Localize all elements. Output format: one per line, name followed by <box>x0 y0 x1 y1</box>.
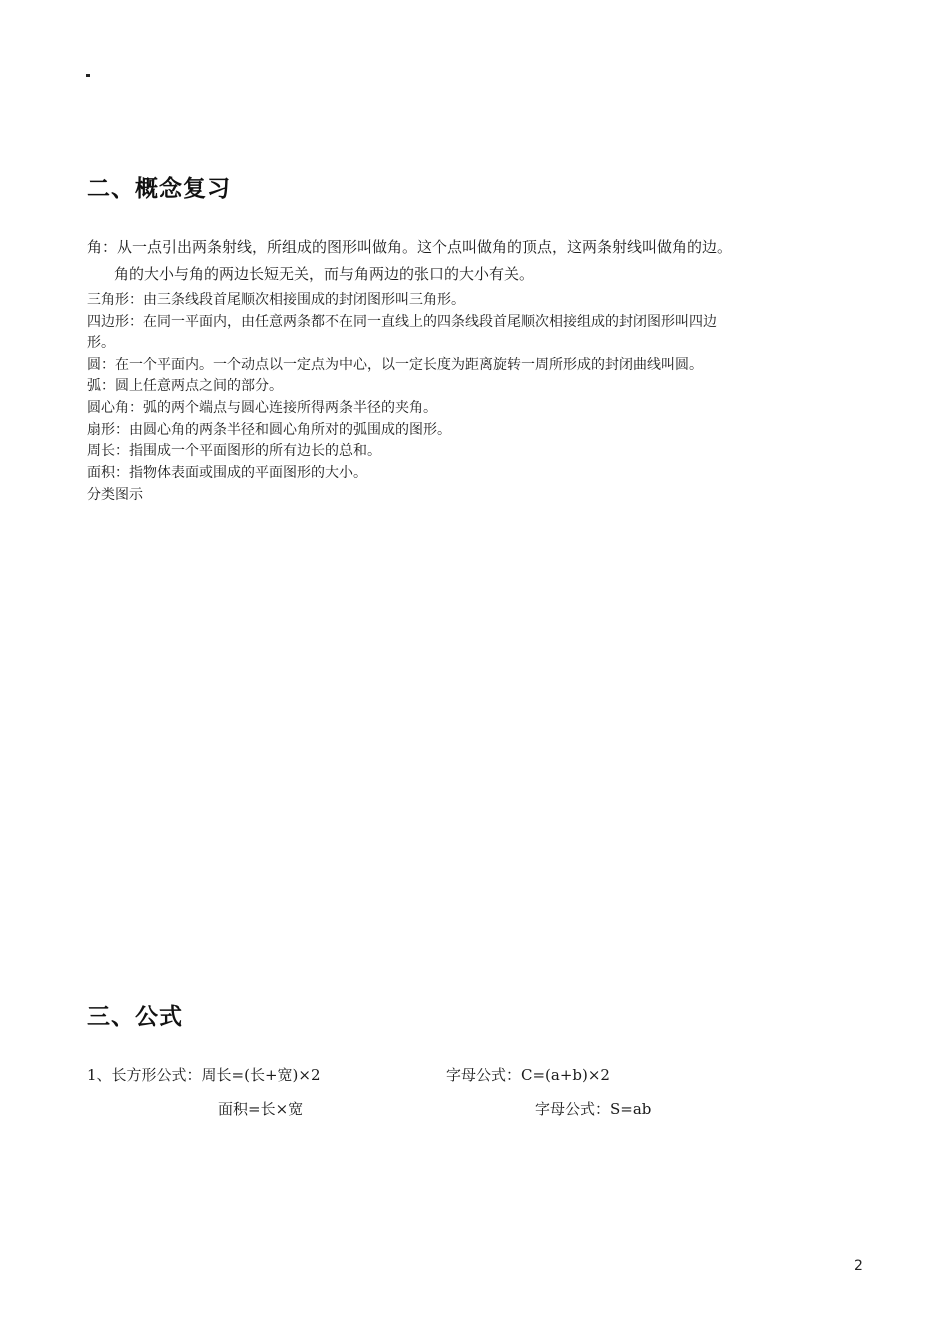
concept-angle-size: 角的大小与角的两边长短无关，而与角两边的张口的大小有关。 <box>114 265 535 283</box>
rectangle-area-letter-formula: 字母公式：S=ab <box>535 1100 652 1118</box>
concept-quadrilateral-cont: 形。 <box>87 335 115 351</box>
rectangle-perimeter-letter-formula: 字母公式：C=(a+b)×2 <box>446 1066 610 1084</box>
header-mark <box>86 74 90 77</box>
concept-sector: 扇形：由圆心角的两条半径和圆心角所对的弧围成的图形。 <box>87 422 451 438</box>
concept-area: 面积：指物体表面或围成的平面图形的大小。 <box>87 465 367 481</box>
concept-quadrilateral: 四边形：在同一平面内，由任意两条都不在同一直线上的四条线段首尾顺次相接组成的封闭图形叫四边 <box>87 314 717 330</box>
concept-central-angle: 圆心角：弧的两个端点与圆心连接所得两条半径的夹角。 <box>87 400 437 416</box>
rectangle-perimeter-formula: 1、长方形公式：周长=(长+宽)×2 <box>87 1066 321 1084</box>
concept-angle-definition: 角：从一点引出两条射线，所组成的图形叫做角。这个点叫做角的顶点，这两条射线叫做角的边。 <box>87 238 733 256</box>
classification-diagram-label: 分类图示 <box>87 487 143 503</box>
section-heading-formulas: 三、公式 <box>87 1004 183 1030</box>
concept-circle: 圆：在一个平面内。一个动点以一定点为中心，以一定长度为距离旋转一周所形成的封闭曲线叫圆。 <box>87 357 703 373</box>
concept-triangle: 三角形：由三条线段首尾顺次相接围成的封闭图形叫三角形。 <box>87 292 465 308</box>
section-heading-concepts: 二、概念复习 <box>87 176 231 202</box>
concept-perimeter: 周长：指围成一个平面图形的所有边长的总和。 <box>87 443 381 459</box>
rectangle-area-formula: 面积=长×宽 <box>218 1100 304 1118</box>
concept-arc: 弧：圆上任意两点之间的部分。 <box>87 378 283 394</box>
page-number: 2 <box>854 1258 863 1274</box>
